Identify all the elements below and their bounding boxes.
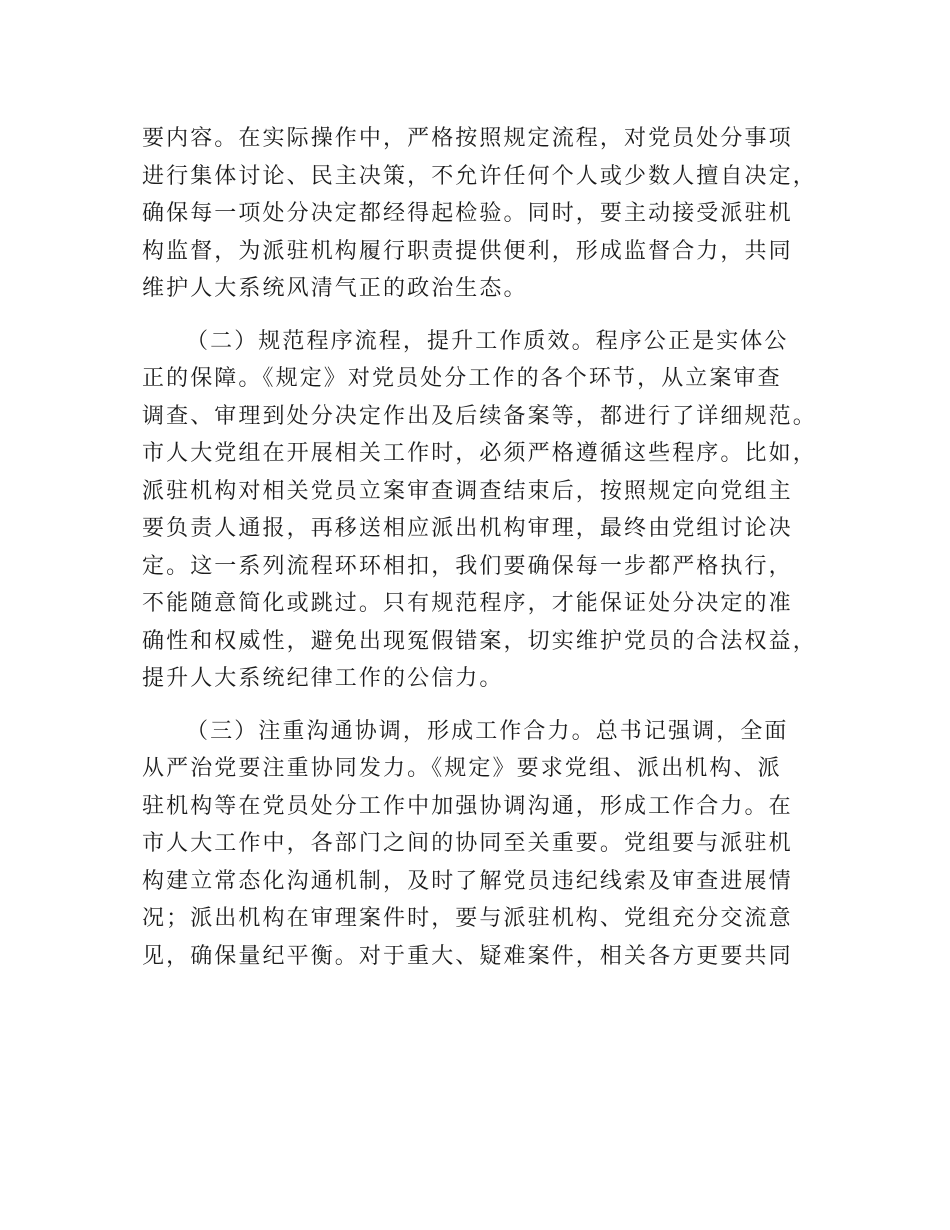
paragraph-2: [142, 323, 817, 698]
text-line: 确性和权威性，避免出现冤假错案，切实维护党员的合法权益，: [142, 628, 817, 654]
text-line-first: （三）注重沟通协调，形成工作合力。总书记强调，全面: [186, 718, 789, 744]
text-line: 要负责人通报，再移送相应派出机构审理，最终由党组讨论决: [142, 516, 793, 541]
text-line: 定。这一系列流程环环相扣，我们要确保每一步都严格执行，: [142, 553, 793, 579]
text-line: 市人大工作中，各部门之间的协同至关重要。党组要与派驻机: [142, 831, 793, 856]
text-line: 构建立常态化沟通机制，及时了解党员违纪线索及审查进展情: [142, 868, 793, 894]
text-line: 况；派出机构在审理案件时，要与派驻机构、党组充分交流意: [142, 906, 793, 931]
text-line: 构监督，为派驻机构履行职责提供便利，形成监督合力，共同: [142, 238, 793, 264]
text-line: 正的保障。《规定》对党员处分工作的各个环节，从立案审查: [142, 366, 782, 391]
text-line: 进行集体讨论、民主决策，不允许任何个人或少数人擅自决定，: [142, 163, 817, 189]
text-line: 见，确保量纪平衡。对于重大、疑难案件，相关各方更要共同: [142, 943, 793, 969]
text-line: 从严治党要注重协同发力。《规定》要求党组、派出机构、派: [142, 756, 782, 781]
text-line: 市人大党组在开展相关工作时，必须严格遵循这些程序。比如，: [142, 441, 817, 466]
text-line: 派驻机构对相关党员立案审查调查结束后，按照规定向党组主: [142, 478, 793, 504]
text-line: 提升人大系统纪律工作的公信力。: [142, 666, 504, 691]
text-line-first: （二）规范程序流程，提升工作质效。程序公正是实体公: [186, 328, 789, 354]
text-line: 不能随意简化或跳过。只有规范程序，才能保证处分决定的准: [142, 591, 793, 616]
text-line: 调查、审理到处分决定作出及后续备案等，都进行了详细规范。: [142, 403, 817, 429]
text-line: 确保每一项处分决定都经得起检验。同时，要主动接受派驻机: [142, 201, 793, 226]
text-line: 要内容。在实际操作中，严格按照规定流程，对党员处分事项: [142, 126, 793, 151]
paragraph-3: [142, 713, 812, 976]
document-body: [142, 120, 817, 990]
paragraph-1: [142, 120, 817, 308]
text-line: 维护人大系统风清气正的政治生态。: [142, 276, 528, 301]
text-line: 驻机构等在党员处分工作中加强协调沟通，形成工作合力。在: [142, 793, 793, 819]
